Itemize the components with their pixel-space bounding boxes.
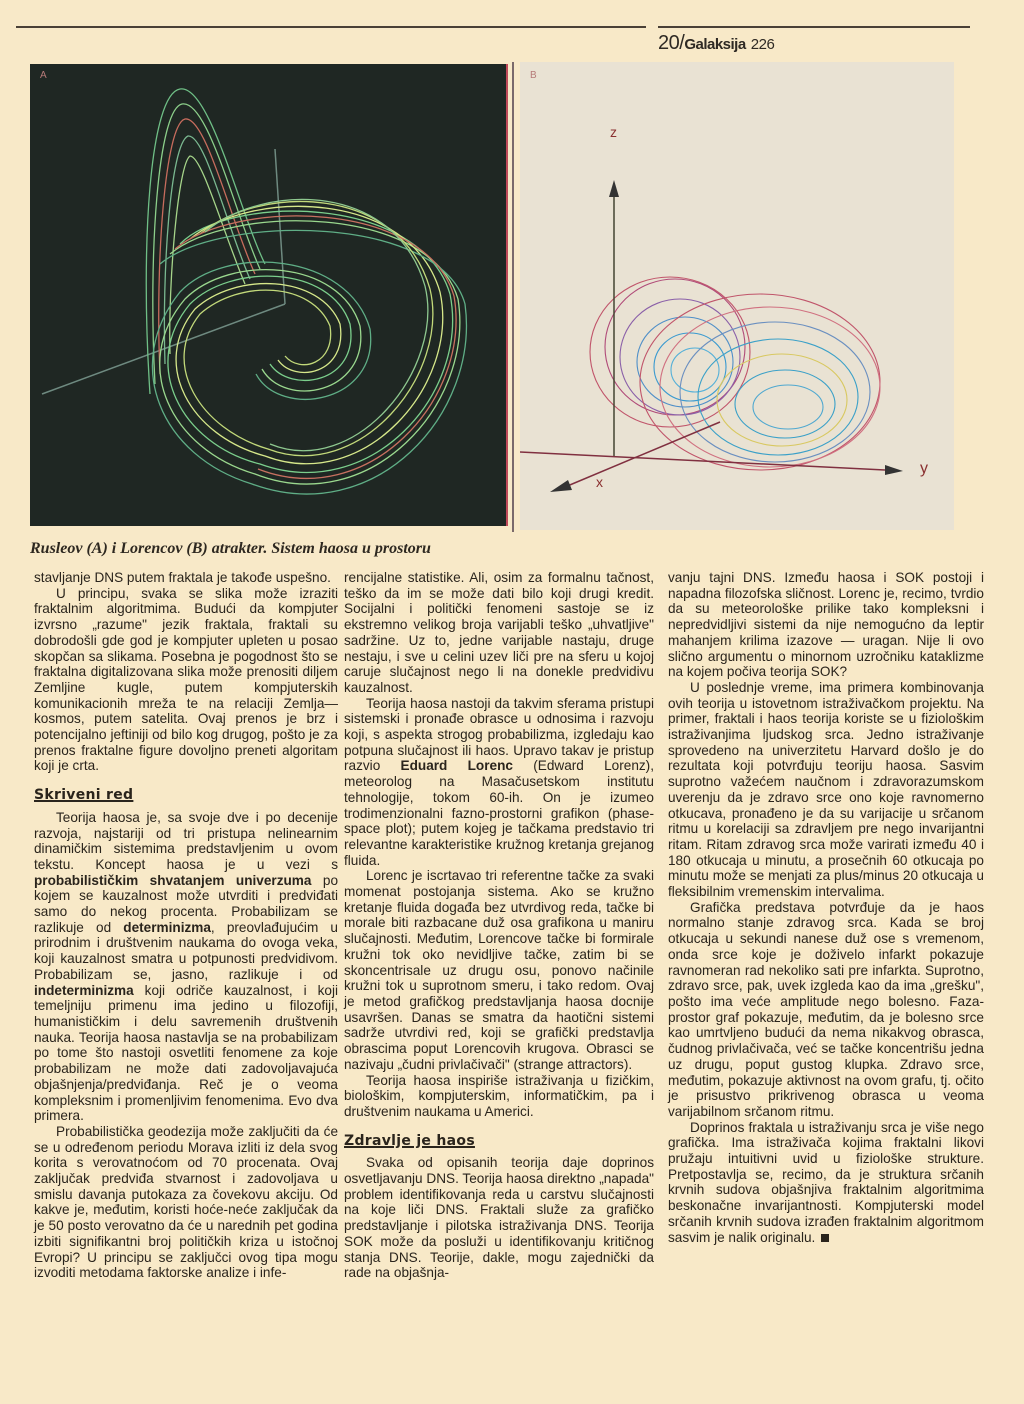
bold-term: indeterminizma xyxy=(34,982,134,998)
x-axis xyxy=(565,422,720,487)
paragraph: Svaka od opisanih teorija daje doprinos osvetljavanju DNS. Teorija haosa direktno „napada" problem identifikovanja reda u carstvu slučajnosti na koje liči DNS. Fraktali služe za grafičko predstavljanje i pilotska istraživanja DNS. Teorija SOK može da posluži u identifikovanju kritičnog stanja DNS. Teorije, dakle, mogu zajednički da rade na objašnja- xyxy=(344,1155,654,1281)
paragraph xyxy=(34,810,338,1124)
attractor-curves xyxy=(590,277,880,470)
header-rule-right xyxy=(658,26,970,28)
paragraph: Lorenc je iscrtavao tri referentne tačke za svaki momenat postojanja sistema. Ako se kružno kretanje fluida događa bez utvrdivog reda, tačke bi morale biti razbacane duž osa grafikona u maniru slučajnosti. Međutim, Lorencove tačke bi formirale kružni tok oko nevidljive tačke, zatim bi se skoncentrisale uz drugu osu, ponovo načinile kružni tok u suprotnom smeru, i tako redom. Ovaj je metod grafičkog predstavljanja haosa docnije usavršen. Danas se smatra da haotični sistemi sadrže utvrdivi red, koji se grafički predstavlja obrascima poput Lorencovih krugova. Obrasci se nazivaju „čudni privlačivači" (strange attractors). xyxy=(344,868,654,1072)
article-column-2 xyxy=(344,570,654,1281)
text-run: po kojem se kauzalnost može utvrditi i predviđati samo do nekog procenta. Probabilizam se razlikuje od xyxy=(34,872,339,935)
article-column-1 xyxy=(34,570,338,1281)
paragraph: Teorija haosa inspiriše istraživanja u fizičkim, biološkim, kompjuterskim, informatičkim, pa i društvenim naukama u Americi. xyxy=(344,1072,654,1119)
text-run: Teorija haosa nastoji da takvim sferama pristupi sistemski i pronađe obrasce u odnosima i razvoju koji, s aspekta strogog probabilizma, izgledaju kao potpuna slučajnost ili haos. Upravo takav je pristup razvio xyxy=(344,695,654,774)
end-of-article-icon xyxy=(821,1234,829,1242)
paragraph: Grafička predstava potvrđuje da je haos normalno stanje zdravog srca. Kada se broj otkucaja u sekundi nanese duž ose s vremenom, onda srce koje je doživelo infarkt pokazuje ravnomeran rad nekoliko sati pre infarkta. Suprotno, zdravo srce, pak, uvek izgleda kao da ima „grešku", pošto ima veće amplitude nego bolesno. Faza-prostor graf pokazuje, međutim, da je bolesno srce kao umrtvljeno budući da nema nikakvog obrasca, čudnog privlačivača, već se tačke koncentrišu jedna uz drugu, poput gustog klupka. Zdravo srce, međutim, pokazuje aktivnost na ovom grafu, tj. očito je prisustvo prikrivenog obrasca u veoma varijabilnom srčanom ritmu. xyxy=(668,899,984,1119)
paragraph: vanju tajni DNS. Između haosa i SOK postoji i napadna filozofska sličnost. Lorenc je, recimo, tvrdio da su meteorološke prilike tako kompleksni i nepredvidljivi sistemi da nije nemogućno da leptir mahanjem krilima izazove — uragan. Nije li ovo slično argumentu o minornom uzročniku kataklizme na kojem počiva teorija SOK? xyxy=(668,570,984,680)
page-folio: 20/Galaksija 226 xyxy=(658,32,775,54)
section-heading-zdravlje-je-haos: Zdravlje je haos xyxy=(344,1132,475,1149)
y-axis xyxy=(520,452,885,470)
paragraph xyxy=(668,1120,984,1246)
z-axis-label: z xyxy=(610,124,617,140)
text-run: Doprinos fraktala u istraživanju srca je više nego grafička. Ima istraživača kojima fraktalni likovi pružaju intuitivni uvid u fiziološke strukture. Pretpostavlja se, recimo, da je struktura srčanih krvnih sudova objašnjiva fraktalnim algoritmima beskonačne invarijantnosti. Kompjuterski model srčanih krvnih sudova izrađen fraktalnim algoritmom sasvim je nalik originalu. xyxy=(668,1119,984,1245)
paragraph xyxy=(344,696,654,869)
figure-divider xyxy=(512,62,514,532)
bold-term: probabilističkim shvatanjem univerzuma xyxy=(34,872,312,888)
figure-a-rossler-attractor xyxy=(30,64,508,526)
text-run: , preovlađujućim u prirodnim i društvenim naukama do ovoga veka, koji kauzalnost smatra u potpunosti predvidivom. Probabilizam se, jasno, razlikuje i od xyxy=(34,919,338,982)
paragraph: U poslednje vreme, ima primera kombinovanja ovih teorija u istovetnom istraživačkom projektu. Na primer, fraktali i haos teorija koriste se u fiziološkim istraživanjima ljudskog srca. Jedno istraživanje sprovedeno na univerzitetu Harvard došlo je do rezultata koji potvrđuju teoriju haosa. Sasvim suprotno važećem naučnom i zdravorazumskom uverenju da je zdravo srce ono koje ravnomerno otkucava, pronađeno je da su varijacije u srčanom ritmu u korelaciji sa zdravljem pre nego invarijantni ritam. Ritam zdravog srca može varirati između 40 i 180 otkucaja u minutu, a prosečnih 60 otkucaja po minutu može se menjati za plus/minus 20 otkucaja u fleksibilnim vremenskim intervalima. xyxy=(668,679,984,900)
section-heading-skriveni-red: Skriveni red xyxy=(34,787,134,804)
magazine-name: Galaksija xyxy=(684,36,746,53)
paragraph: U principu, svaka se slika može izraziti fraktalnim algoritmima. Budući da kompjuter izvrsno „razume" jezik fraktala, fraktali su dobrodošli gde god je kompjuter upleten u posao skopčan sa slikama. Posebna je pogodnost što se fraktalna digitalizovana slika može prenositi diljem Zemljine kugle, putem kompjuterskih komunikacionih mreža te na relaciji Zemlja—kosmos, putem satelita. Ovaj prenos je brz i potencijalno jeftiniji od bilo kog drugog, pošto je za prenos fraktalne figure dovoljno preneti algoritam koji je crta. xyxy=(34,585,338,774)
figure-b-lorenz-attractor xyxy=(520,62,954,530)
lorenz-attractor-graphic xyxy=(520,62,954,530)
text-run: koji odriče kauzalnost, i koji temeljniju primenu ima jedino u filozofiji, humanističkim i delu savremenih društvenih nauka. Teorija haosa nastavlja se na probabilizam po tome što nastoji osvetliti fenomene za koje probabilizam ne može dati zadovoljavajuća objašnjenja/predviđanja. Reč je o veoma kompleksnim i promenljivim fenomenima. Evo dva primera. xyxy=(34,982,338,1124)
figure-caption: Rusleov (A) i Lorencov (B) atrakter. Sistem haosa u prostoru xyxy=(30,540,431,557)
figure-b-label: B xyxy=(530,70,537,81)
header-rule-left xyxy=(16,26,646,28)
article-column-3 xyxy=(668,570,984,1245)
text-run: Teorija haosa je, sa svoje dve i po decenije razvoja, najstariji od tri pristupa nelinearnim dinamičkim sistemima predstavljenim u ovom tekstu. Koncept haosa je u vezi s xyxy=(34,809,338,872)
figure-a-label: A xyxy=(40,70,47,81)
y-axis-arrow-icon xyxy=(885,465,903,475)
bold-term: determinizma xyxy=(123,919,211,935)
x-axis-label: x xyxy=(596,474,603,490)
paragraph: rencijalne statistike. Ali, osim za formalnu tačnost, teško da im se može dati bilo koji drugi kredit. Socijalni i politički fenomeni sastoje se iz ekstremno velikog broja varijabli teško „uhvatljive" sadržine. Uz to, jedne varijable nastaju, druge nestaju, i sve u celini uzev liči pre na sferu u kojoj caruje slučajnost nego li na donekle predvidivu kauzalnost. xyxy=(344,570,654,695)
x-axis-arrow-icon xyxy=(550,480,572,492)
page-number: 20 xyxy=(658,32,680,54)
axis-line xyxy=(275,149,285,304)
attractor-curves xyxy=(146,89,466,494)
y-axis-label: y xyxy=(920,460,928,477)
issue-number: 226 xyxy=(750,36,775,53)
paragraph: Probabilistička geodezija može zaključiti da će se u određenom periodu Morava izliti iz dela svog korita s verovatnoćom od 70 procenata. Ovaj zaključak predviđa stvarnost i zadovoljava u smislu davanja putokaza za čovekovu akciju. Od kakve je, međutim, koristi hoće-neće zaključak da je 50 posto verovatno da će u narednih pet godina izbiti signifikantni broj političkih kriza u istočnoj Evropi? U principu se zaključci ovog tipa mogu izvoditi metodama faktorske analize i infe- xyxy=(34,1123,338,1281)
bold-term: Eduard Lorenc xyxy=(400,758,513,774)
paragraph: stavljanje DNS putem fraktala je takođe uspešno. xyxy=(34,570,331,585)
rossler-attractor-graphic xyxy=(30,64,506,526)
text-run: (Edward Lorenz), meteorolog na Masačusetskom institutu tehnologije, tokom 60-ih. On je izumeo trodimenzionalni fazno-prostorni grafikon (phase-space plot); putem kojeg je tačkama predstavio tri relevantne karakteristike kružnog kretanja grejanog fluida. xyxy=(344,758,654,868)
z-axis-arrow-icon xyxy=(609,180,619,197)
